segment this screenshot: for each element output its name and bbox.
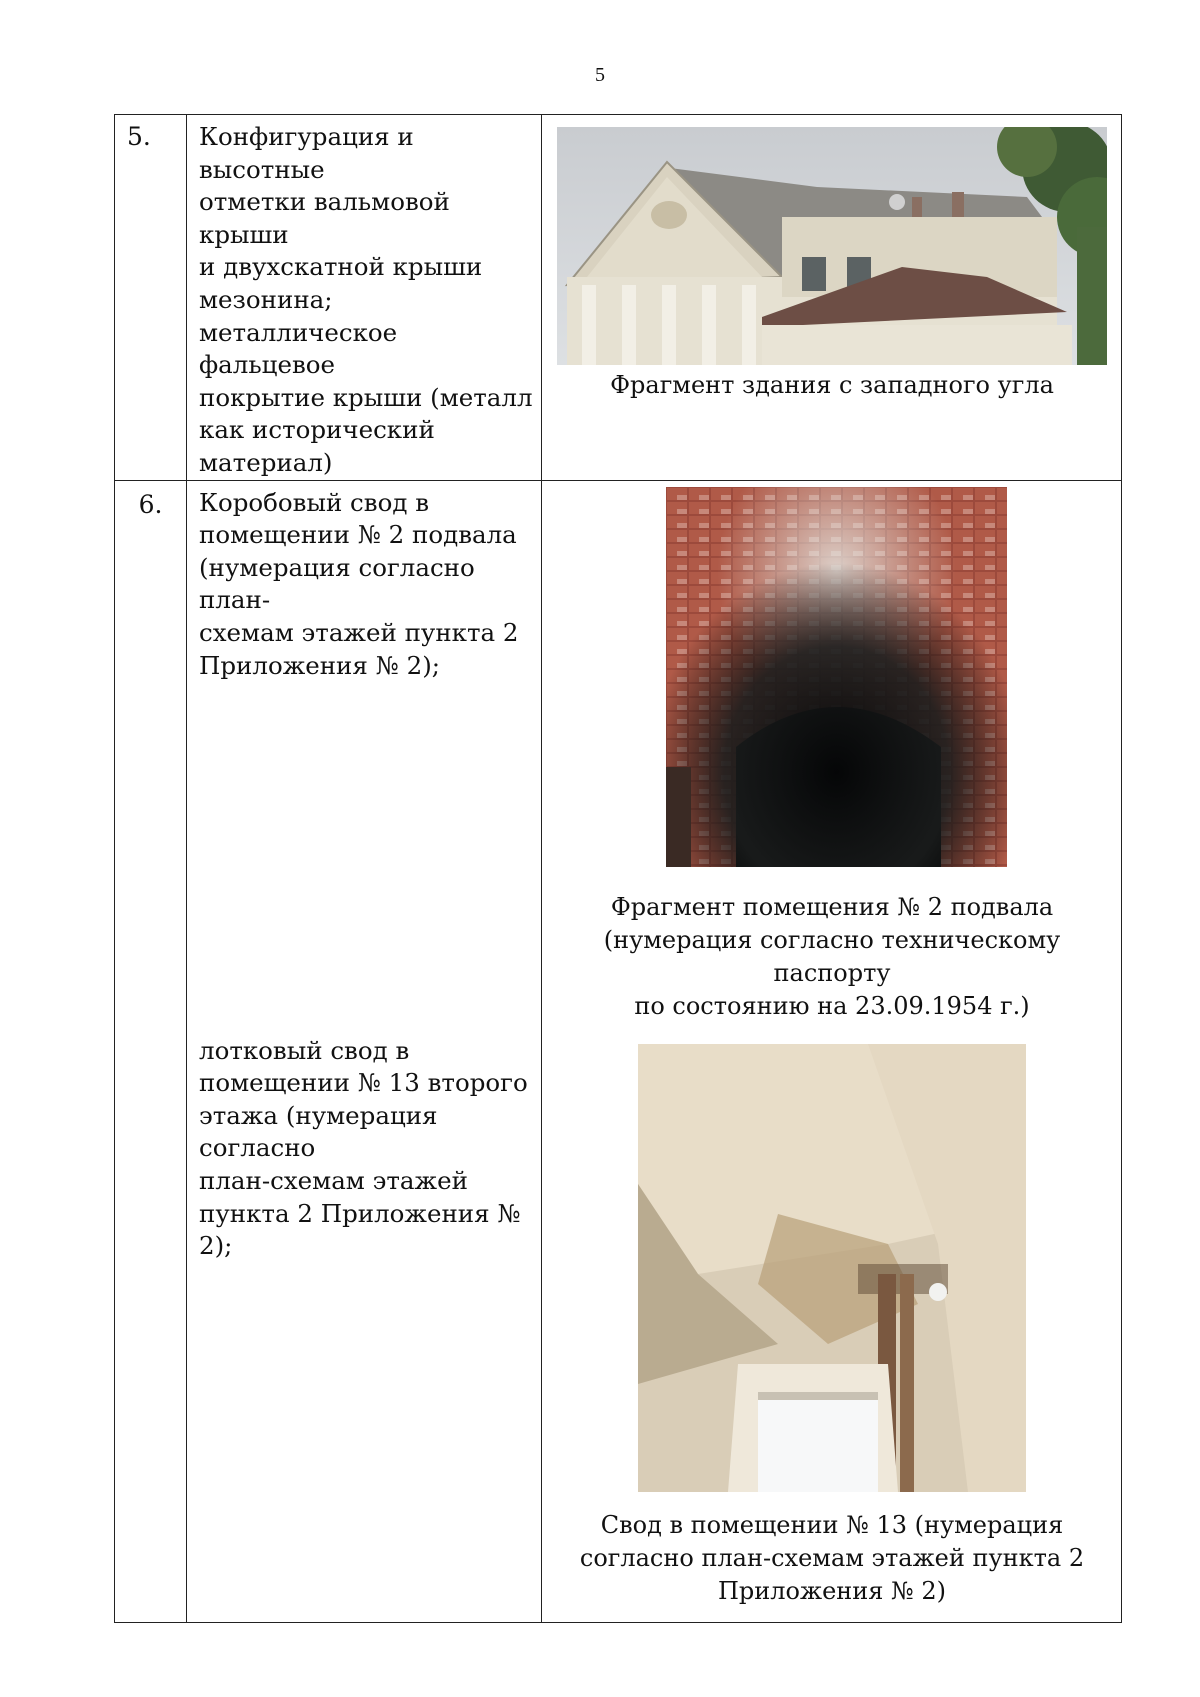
row-description-vault-second-floor [187,1029,541,1263]
row-number-cell [115,115,187,481]
row-number: 5. [127,122,151,151]
description-line: материал) [199,447,333,477]
description-line: и двухскатной крыши [199,252,483,282]
row-description [187,115,541,480]
photo-cell [542,115,1122,481]
description-line: лотковый свод в [199,1035,410,1065]
page-number: 5 [595,64,605,86]
photo-cell [542,480,1122,1622]
row-number-cell [115,480,187,1622]
row-number: 6. [138,489,163,519]
description-line: Приложения № 2); [199,650,441,680]
caption-line: согласно план-схемам этажей пункта 2 [579,1543,1085,1572]
description-line: Конфигурация и высотные [199,122,414,184]
description-line: помещении № 13 второго [199,1068,528,1098]
caption-line: Приложения № 2) [718,1576,946,1605]
description-line: отметки вальмовой крыши [199,187,450,249]
caption-line: Свод в помещении № 13 (нумерация [600,1510,1064,1539]
description-line: помещении № 2 подвала [199,520,517,550]
description-line: план-схемам этажей [199,1165,468,1195]
description-line: металлическое фальцевое [199,317,398,380]
description-line: покрытие крыши (металл [199,382,533,412]
photo-caption: Фрагмент здания с западного угла [610,371,1054,399]
table-row [115,480,1122,1622]
description-line: схемам этажей пункта 2 [199,617,519,647]
building-west-corner-photo [557,127,1107,365]
description-line: 2); [199,1231,233,1261]
description-line: пункта 2 Приложения № [199,1198,521,1228]
description-line: этажа (нумерация согласно [199,1100,438,1163]
row-description-vault-basement [187,481,541,683]
photo-caption-second-floor [542,1509,1122,1608]
table-row [115,115,1122,481]
objects-table [114,114,1122,1623]
description-cell [187,480,542,1622]
caption-line: (нумерация согласно техническому паспорту [603,925,1061,987]
brick-vault-photo [666,487,1007,867]
description-line: мезонина; [199,284,333,314]
description-line: Коробовый свод в [199,487,429,517]
description-cell [187,115,542,481]
description-line: (нумерация согласно план- [199,552,475,615]
tray-vault-photo [638,1044,1026,1492]
photo-caption-basement [542,891,1122,1023]
caption-line: по состоянию на 23.09.1954 г.) [634,991,1030,1020]
caption-line: Фрагмент помещения № 2 подвала [610,892,1054,921]
description-line: как исторический [199,415,435,445]
